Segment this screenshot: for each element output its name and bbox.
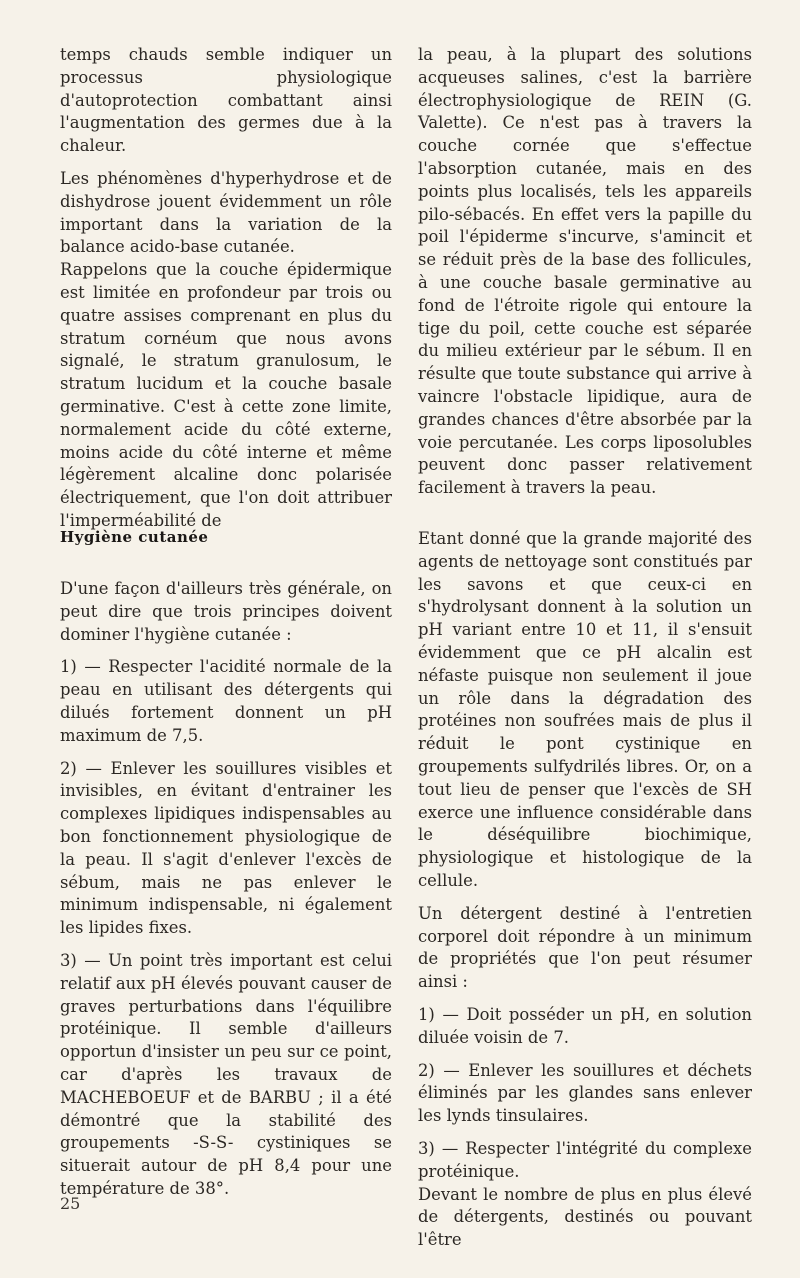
section-heading: Hygiène cutanée: [60, 528, 209, 546]
paragraph: Un détergent destiné à l'entretien corporel doit répondre à un minimum de propriétés que l'on peut résumer ainsi :: [418, 903, 752, 992]
left-column-top: [60, 44, 392, 543]
paragraph: Les phénomènes d'hyperhydrose et de dishydrose jouent évidemment un rôle important dans la variation de la balance acido-base cutanée.: [60, 168, 392, 257]
list-item: 1) — Respecter l'acidité normale de la peau en utilisant des détergents qui dilués fortement donnent un pH maximum de 7,5.: [60, 657, 392, 745]
page-number: 25: [60, 1194, 81, 1213]
paragraph: la peau, à la plupart des solutions acqueuses salines, c'est la barrière électrophysiologique de REIN (G. Valette). Ce n'est pas à travers la couche cornée que s'effectue l'absorption cutanée, mais en des points plus localisés, tels les appareils pilo-sébacés. En effet vers la papille du poil l'épiderme s'incurve, s'amincit et se réduit près de la base des follicules, à une couche basale germinative au fond de l'étroite rigole qui entoure la tige du poil, cette couche est séparée du milieu extérieur par le sébum. Il en résulte que toute substance qui arrive à vaincre l'obstacle lipidique, aura de grandes chances d'être absorbée par la voie percutanée. Les corps liposolubles peuvent donc passer relativement facilement à travers la peau.: [418, 45, 752, 498]
list-item: 1) — Doit posséder un pH, en solution diluée voisin de 7.: [418, 1004, 752, 1047]
paragraph: Devant le nombre de plus en plus élevé de détergents, destinés ou pouvant l'être: [418, 1184, 752, 1250]
list-item: 3) — Respecter l'intégrité du complexe protéinique.: [418, 1138, 752, 1181]
paragraph: Etant donné que la grande majorité des agents de nettoyage sont constitués par les savons et que ceux-ci en s'hydrolysant donnent à la solution un pH variant entre 10 et 11, il s'ensuit évidemment que ce pH alcalin est néfaste puisque non seulement il joue un rôle dans la dégradation des protéines non soufrées mais de plus il réduit le pont cystinique en groupements sulfydrilés libres. Or, on a tout lieu de penser que l'excès de SH exerce une influence considérable dans le déséquilibre biochimique, physiologique et histologique de la cellule.: [418, 529, 752, 890]
paragraph: temps chauds semble indiquer un processus physiologique d'autoprotection combattant ainsi l'augmentation des germes due à la chaleur.: [60, 45, 392, 156]
list-item: 3) — Un point très important est celui relatif aux pH élevés pouvant causer de graves perturbations dans l'équilibre protéinique. Il semble d'ailleurs opportun d'insister un peu sur ce point, car d'après les travaux de MACHEBOEUF et de BARBU ; il a été démontré que la stabilité des groupements -S-S- cystiniques se situerait autour de pH 8,4 pour une température de 38°.: [60, 950, 392, 1198]
right-column-lower: [418, 528, 752, 1262]
paragraph: D'une façon d'ailleurs très générale, on peut dire que trois principes doivent dominer l'hygiène cutanée :: [60, 579, 392, 644]
paragraph: Rappelons que la couche épidermique est limitée en profondeur par trois ou quatre assises comprenant en plus du stratum cornéum que nous avons signalé, le stratum granulosum, le stratum lucidum et la couche basale germinative. C'est à cette zone limite, normalement acide du côté externe, moins acide du côté interne et même légèrement alcaline donc polarisée électriquement, que l'on doit attribuer l'imperméabilité de: [60, 260, 392, 530]
left-column-lower: [60, 578, 392, 1211]
right-column-top: [418, 44, 752, 510]
list-item: 2) — Enlever les souillures et déchets éliminés par les glandes sans enlever les lynds tinsulaires.: [418, 1060, 752, 1126]
list-item: 2) — Enlever les souillures visibles et invisibles, en évitant d'entrainer les complexes lipidiques indispensables au bon fonctionnement physiologique de la peau. Il s'agit d'enlever l'excès de sébum, mais ne pas enlever le minimum indispensable, ni également les lipides fixes.: [60, 758, 392, 938]
